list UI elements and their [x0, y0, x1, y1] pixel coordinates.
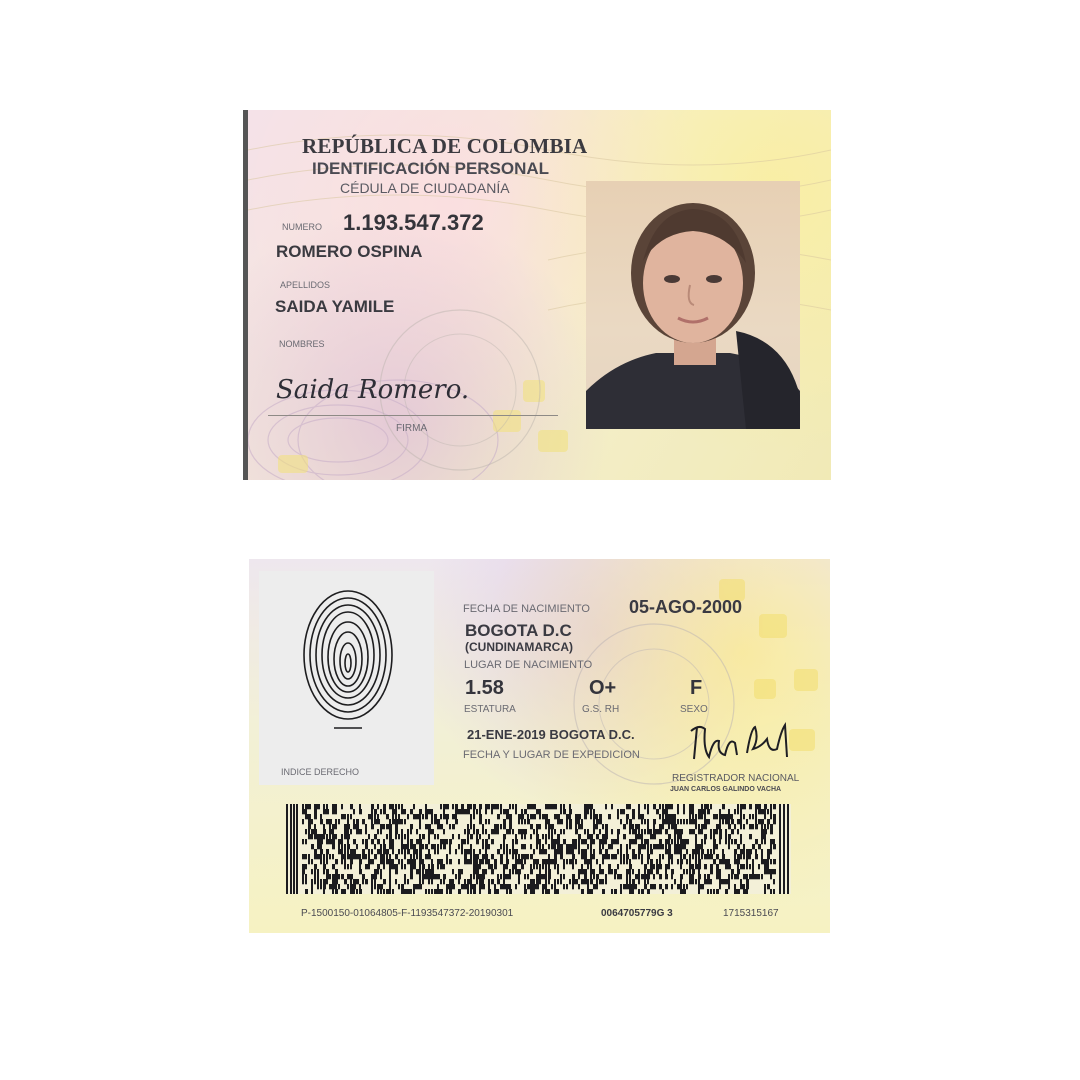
lugar-nacimiento-label: LUGAR DE NACIMIENTO — [464, 659, 593, 671]
country-title: REPÚBLICA DE COLOMBIA — [302, 134, 588, 158]
lugar-nacimiento-value: BOGOTA D.C — [465, 621, 572, 640]
apellidos-label: APELLIDOS — [280, 280, 331, 290]
estatura-value: 1.58 — [465, 677, 504, 699]
registrador-name: JUAN CARLOS GALINDO VACHA — [670, 786, 782, 793]
indice-label: INDICE DERECHO — [281, 767, 360, 777]
numero-label: NUMERO — [282, 222, 322, 232]
document-name: CÉDULA DE CIUDADANÍA — [340, 180, 510, 196]
code-right: 1715315167 — [723, 908, 779, 919]
code-left: P-1500150-01064805-F-1193547372-20190301 — [301, 908, 514, 919]
gs-rh-label: G.S. RH — [582, 704, 620, 715]
sexo-label: SEXO — [680, 704, 708, 715]
nombres-value: SAIDA YAMILE — [275, 297, 395, 316]
firma-label: FIRMA — [396, 423, 428, 434]
barcode-graphic — [286, 804, 791, 894]
registrar-signature — [689, 719, 799, 769]
fecha-nacimiento-label: FECHA DE NACIMIENTO — [463, 603, 590, 615]
signature-line — [268, 415, 558, 416]
expedicion-value: 21-ENE-2019 BOGOTA D.C. — [467, 727, 635, 742]
registrador-title: REGISTRADOR NACIONAL — [672, 773, 800, 784]
fecha-nacimiento-value: 05-AGO-2000 — [629, 597, 743, 617]
fingerprint-icon — [299, 585, 397, 735]
id-card-front — [243, 110, 831, 480]
sexo-value: F — [690, 677, 703, 699]
id-card-back — [249, 559, 830, 933]
fingerprint-panel — [259, 571, 434, 785]
pdf417-barcode — [286, 804, 791, 894]
expedicion-label: FECHA Y LUGAR DE EXPEDICION — [463, 749, 640, 761]
portrait-image — [586, 181, 800, 429]
id-number: 1.193.547.372 — [343, 210, 484, 235]
holder-signature: Saida Romero. — [276, 375, 470, 405]
lugar-nacimiento-dept: (CUNDINAMARCA) — [465, 640, 573, 654]
holder-photo — [586, 181, 800, 429]
nombres-label: NOMBRES — [279, 339, 325, 349]
code-mid: 0064705779G 3 — [601, 908, 673, 919]
apellidos-value: ROMERO OSPINA — [276, 242, 423, 261]
estatura-label: ESTATURA — [464, 704, 516, 715]
document-type: IDENTIFICACIÓN PERSONAL — [312, 159, 550, 178]
gs-rh-value: O+ — [589, 677, 617, 699]
